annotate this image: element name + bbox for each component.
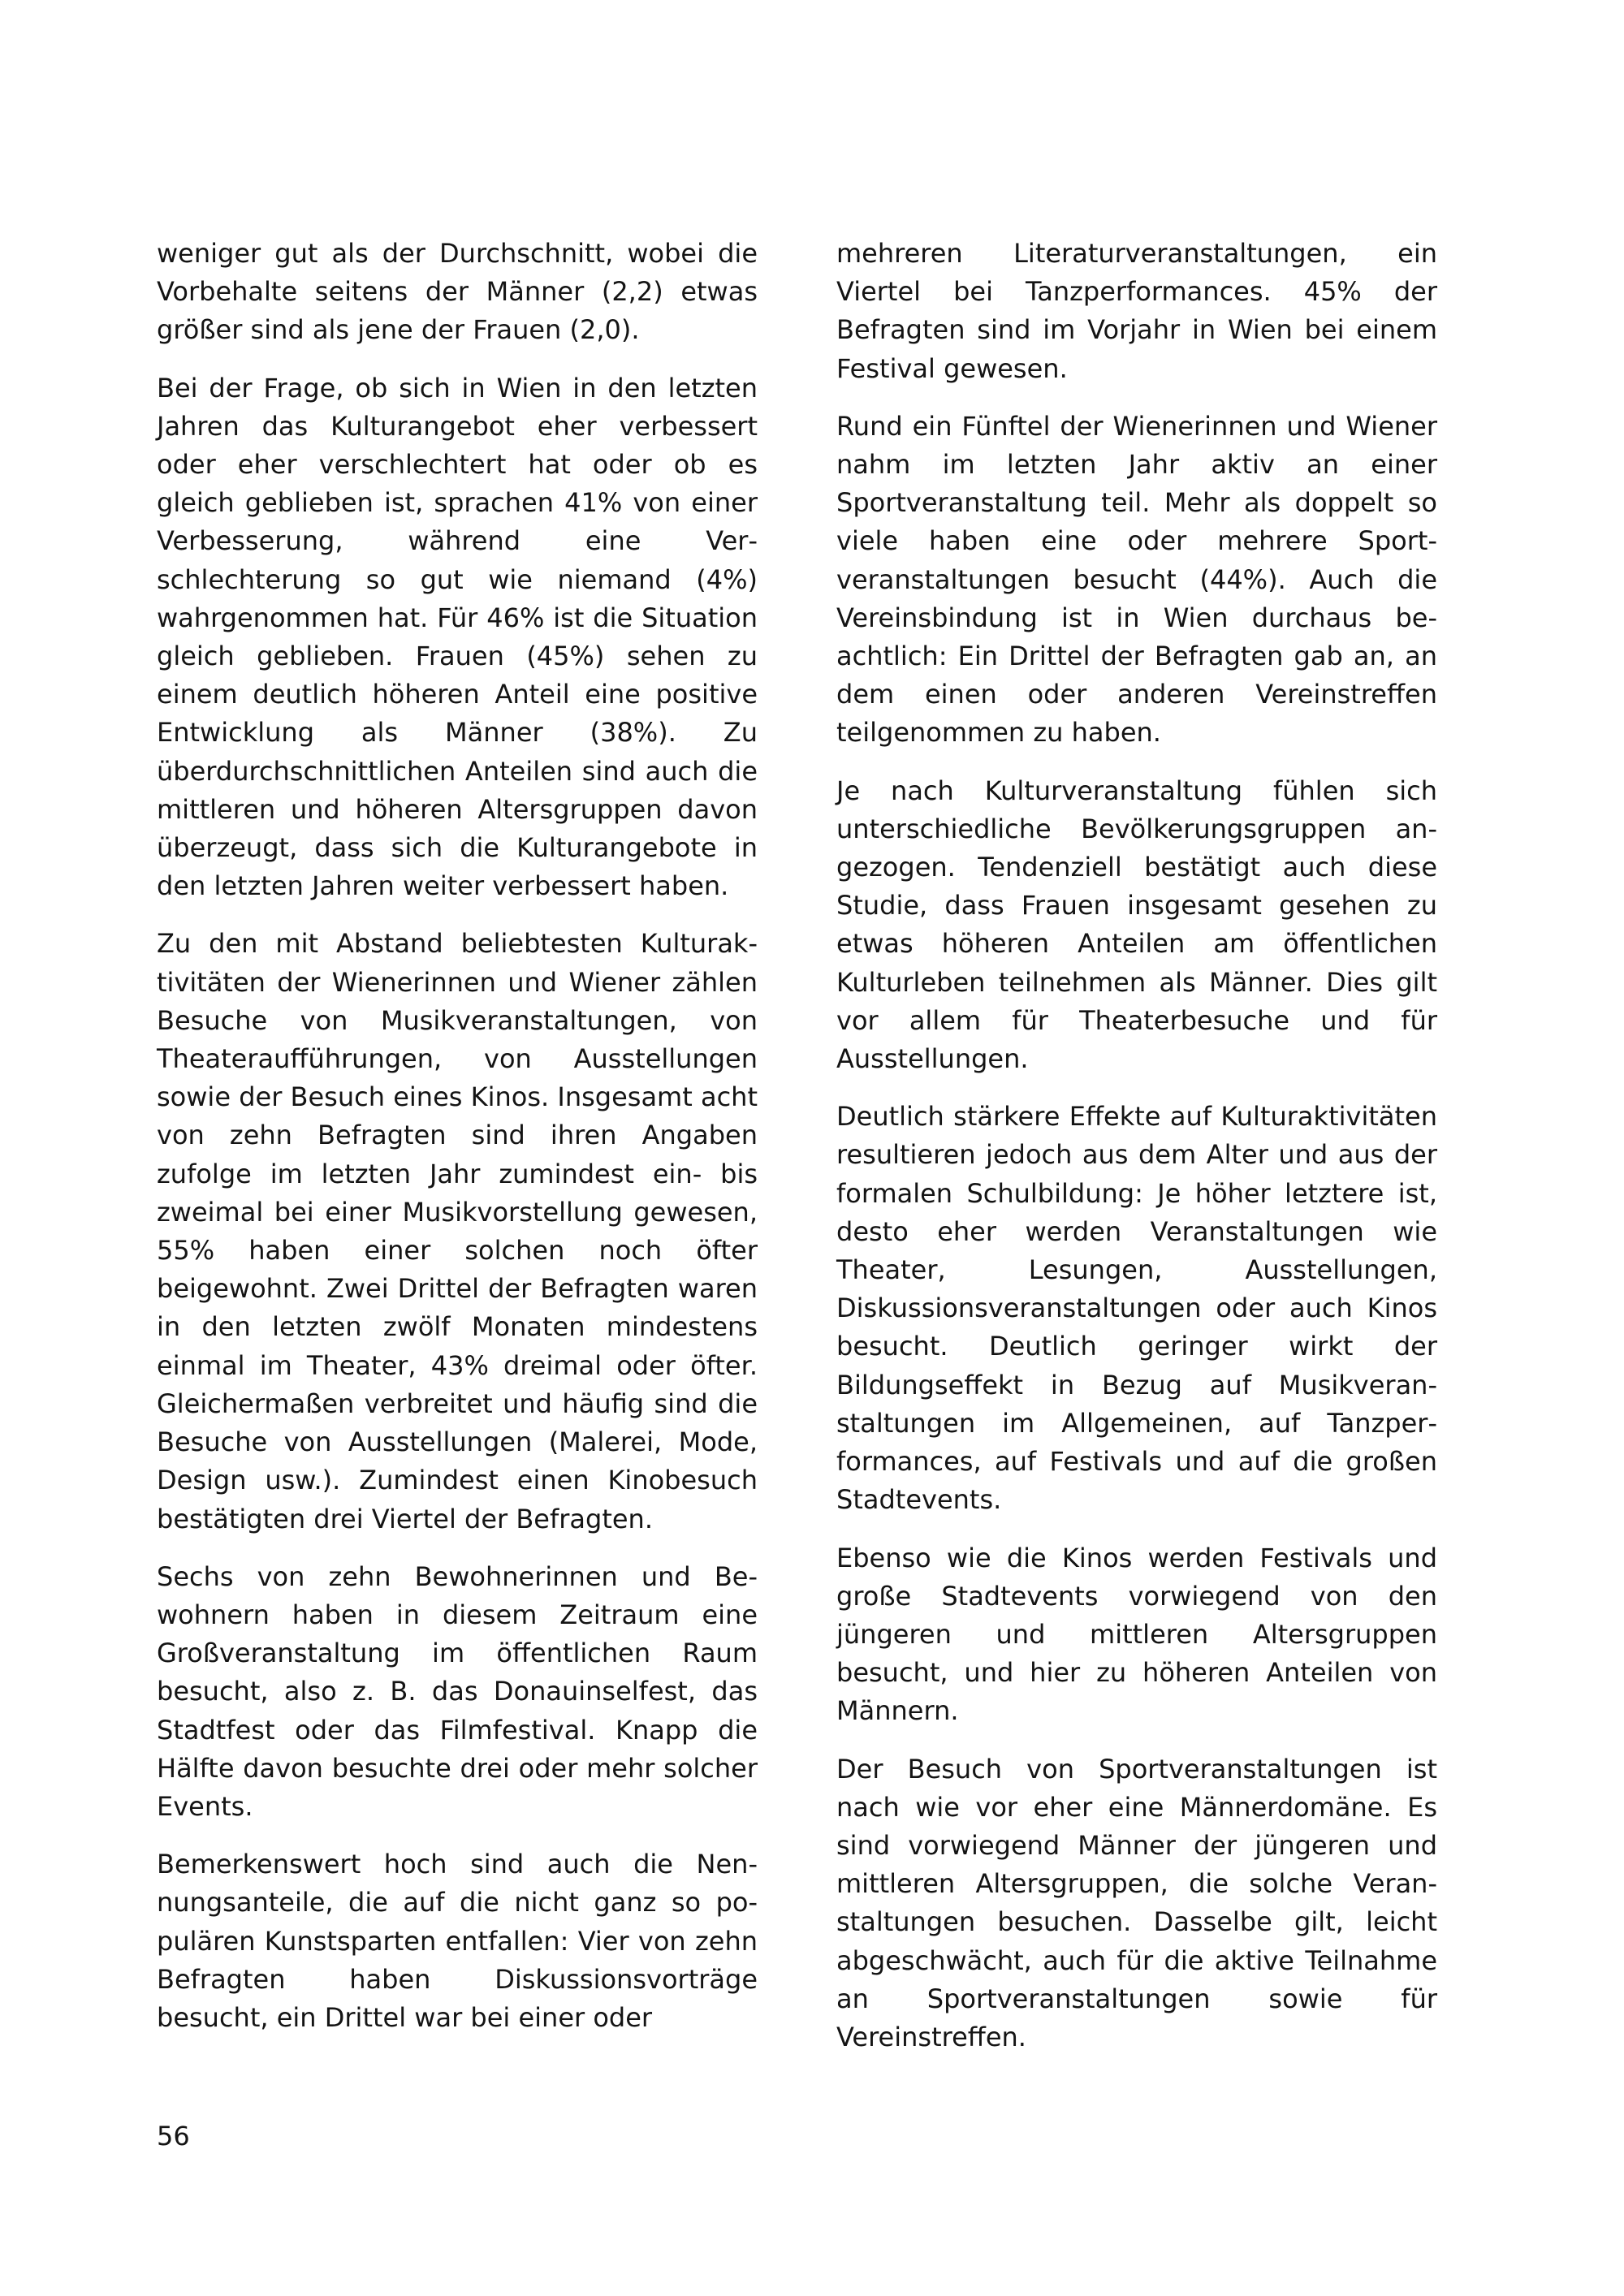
paragraph: mehreren Literaturveranstaltungen, ein Viertel bei Tanzperformances. 45% der Befragten sind im Vorjahr in Wien bei einem Festival gewesen. [836,238,1437,384]
paragraph: Bemerkenswert hoch sind auch die Nennungsanteile, die auf die nicht ganz so populären Kunstsparten entfallen: Vier von zehn Befragten haben Diskussionsvorträge besucht, ein Drittel war bei einer oder [157,1849,758,2033]
right-text-column [836,235,1437,2056]
paragraph: Deutlich stärkere Effekte auf Kulturaktivitäten resultieren jedoch aus dem Alter und aus der formalen Schulbildung: Je höher letztere ist, desto eher werden Veranstaltungen wie Theater, Lesungen, Ausstellungen, Diskussionsveranstaltungen oder auch Kinos besucht. Deutlich geringer wirkt der Bildungseffekt in Bezug auf Musikveranstaltungen im Allgemeinen, auf Tanzperformances, auf Festivals und auf die großen Stadtevents. [836,1101,1437,1516]
paragraph: Zu den mit Abstand beliebtesten Kulturaktivitäten der Wienerinnen und Wiener zählen Besuche von Musikveranstaltungen, von Theateraufführungen, von Ausstellungen sowie der Besuch eines Kinos. Insgesamt acht von zehn Befragten sind ihren Angaben zufolge im letzten Jahr zumindest ein- bis zweimal bei einer Musikvorstellung gewesen, 55% haben einer solchen noch öfter beigewohnt. Zwei Drittel der Befragten waren in den letzten zwölf Monaten mindestens einmal im Theater, 43% dreimal oder öfter. Gleichermaßen verbreitet und häufig sind die Besuche von Ausstellungen (Malerei, Mode, Design usw.). Zumindest einen Kinobesuch bestätigten drei Viertel der Befragten. [157,928,758,1534]
paragraph: Rund ein Fünftel der Wienerinnen und Wiener nahm im letzten Jahr aktiv an einer Sportveranstaltung teil. Mehr als doppelt so viele haben eine oder mehrere Sportveranstaltungen besucht (44%). Auch die Vereinsbindung ist in Wien durchaus beachtlich: Ein Drittel der Befragten gab an, an dem einen oder anderen Vereinstreffen teilgenommen zu haben. [836,410,1437,749]
paragraph: Der Besuch von Sportveranstaltungen ist nach wie vor eher eine Männerdomäne. Es sind vorwiegend Männer der jüngeren und mittleren Altersgruppen, die solche Veranstaltungen besuchen. Dasselbe gilt, leicht abgeschwächt, auch für die aktive Teilnahme an Sportveranstaltungen sowie für Vereinstreffen. [836,1753,1437,2052]
paragraph: Ebenso wie die Kinos werden Festivals und große Stadtevents vorwiegend von den jüngeren und mittleren Altersgruppen besucht, und hier zu höheren Anteilen von Männern. [836,1542,1437,1727]
page-number: 56 [157,2121,190,2151]
paragraph: Bei der Frage, ob sich in Wien in den letzten Jahren das Kulturangebot eher verbessert oder eher verschlechtert hat oder ob es gleich geblieben ist, sprachen 41% von einer Verbesserung, während eine Verschlechterung so gut wie niemand (4%) wahrgenommen hat. Für 46% ist die Situation gleich geblieben. Frauen (45%) sehen zu einem deutlich höheren Anteil eine positive Entwicklung als Männer (38%). Zu überdurchschnittlichen Anteilen sind auch die mittleren und höheren Altersgruppen davon überzeugt, dass sich die Kulturangebote in den letzten Jahren weiter verbessert haben. [157,372,758,902]
left-text-column [157,235,758,2037]
paragraph: Je nach Kulturveranstaltung fühlen sich unterschiedliche Bevölkerungsgruppen angezogen. Tendenziell bestätigt auch diese Studie, dass Frauen insgesamt gesehen zu etwas höheren Anteilen am öffentlichen Kulturleben teilnehmen als Männer. Dies gilt vor allem für Theaterbesuche und für Ausstellungen. [836,775,1437,1075]
paragraph: Sechs von zehn Bewohnerinnen und Bewohnern haben in diesem Zeitraum eine Großveranstaltung im öffentlichen Raum besucht, also z. B. das Donauinselfest, das Stadtfest oder das Filmfestival. Knapp die Hälfte davon besuchte drei oder mehr solcher Events. [157,1560,758,1822]
paragraph: weniger gut als der Durchschnitt, wobei die Vorbehalte seitens der Männer (2,2) etwas größer sind als jene der Frauen (2,0). [157,238,758,346]
